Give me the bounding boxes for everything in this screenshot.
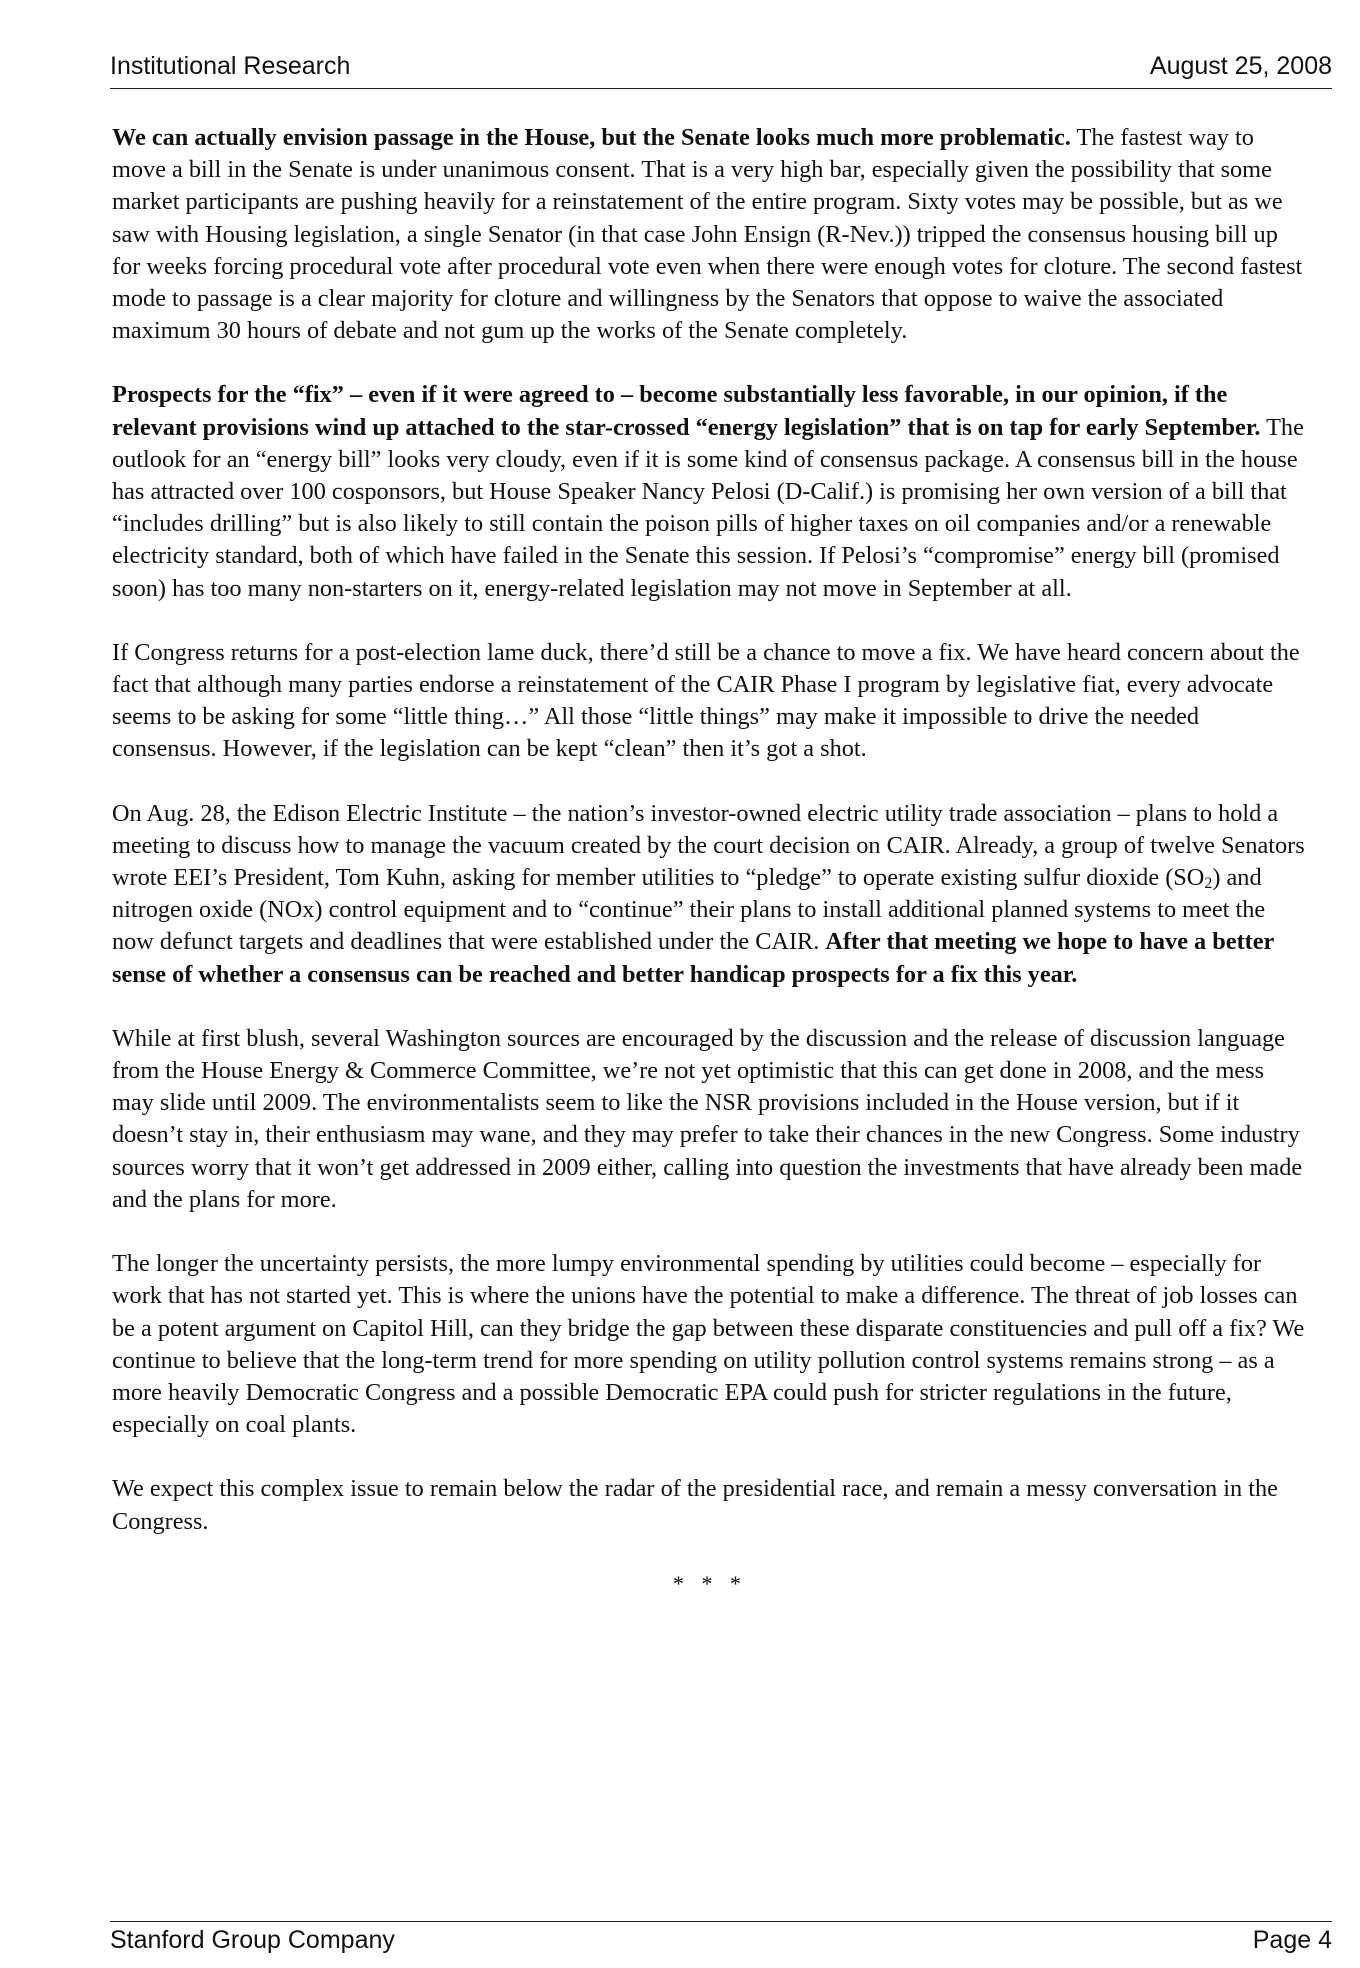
- document-body: [112, 122, 1308, 1600]
- paragraph-1-lead: We can actually envision passage in the House, but the Senate looks much more problematic.: [112, 124, 1071, 151]
- header-date: August 25, 2008: [1149, 52, 1332, 80]
- paragraph-5-text: While at first blush, several Washington sources are encouraged by the discussion and the release of discussion language from the House Energy & Commerce Committee, we’re not yet optimistic that this can get done in 2008, and the mess may slide until 2009. The environmentalists seem to like the NSR provisions included in the House version, but if it doesn’t stay in, their enthusiasm may wane, and they may prefer to take their chances in the new Congress. Some industry sources worry that it won’t get addressed in 2009 either, calling into question the investments that have already been made and the plans for more.: [112, 1024, 1303, 1213]
- footer-company: Stanford Group Company: [110, 1926, 395, 1954]
- header-title: Institutional Research: [110, 52, 351, 80]
- paragraph-2: [112, 379, 1308, 604]
- paragraph-1-text: The fastest way to move a bill in the Senate is under unanimous consent. That is a very high bar, especially given the possibility that some market participants are pushing heavily for a reinstatement of the entire program. Sixty votes may be possible, but as we saw with Housing legislation, a single Senator (in that case John Ensign (R-Nev.)) tripped the consensus housing bill up for weeks forcing procedural vote after procedural vote even when there were enough votes for cloture. The second fastest mode to passage is a clear majority for cloture and willingness by the Senators that oppose to waive the associated maximum 30 hours of debate and not gum up the works of the Senate completely.: [112, 124, 1303, 345]
- paragraph-2-text: The outlook for an “energy bill” looks very cloudy, even if it is some kind of consensus package. A consensus bill in the house has attracted over 100 cosponsors, but House Speaker Nancy Pelosi (D-Calif.) is promising her own version of a bill that “includes drilling” but is also likely to still contain the poison pills of higher taxes on oil companies and/or a renewable electricity standard, both of which have failed in the Senate this session. If Pelosi’s “compromise” energy bill (promised soon) has too many non-starters on it, energy-related legislation may not move in September at all.: [112, 413, 1304, 602]
- section-separator: * * *: [673, 1570, 747, 1596]
- paragraph-5: [112, 1023, 1308, 1216]
- paragraph-3: [112, 637, 1308, 766]
- paragraph-6: [112, 1248, 1308, 1441]
- paragraph-3-text: If Congress returns for a post-election lame duck, there’d still be a chance to move a fix. We have heard concern about the fact that although many parties endorse a reinstatement of the CAIR Phase I program by legislative fiat, every advocate seems to be asking for some “little thing…” All those “little things” may make it impossible to drive the needed consensus. However, if the legislation can be kept “clean” then it’s got a shot.: [112, 638, 1300, 763]
- paragraph-4-text-before: On Aug. 28, the Edison Electric Institute – the nation’s investor-owned electric utility trade association – plans to hold a meeting to discuss how to manage the vacuum created by the court decision on CAIR. Already, a group of twelve Senators wrote EEI’s President, Tom Kuhn, asking for member utilities to “pledge” to operate existing sulfur dioxide (SO: [112, 799, 1305, 892]
- paragraph-7-text: We expect this complex issue to remain below the radar of the presidential race, and remain a messy conversation in the Congress.: [112, 1475, 1278, 1535]
- footer-page-number: Page 4: [1252, 1926, 1332, 1954]
- subscript-2: 2: [1204, 875, 1213, 893]
- paragraph-6-text: The longer the uncertainty persists, the more lumpy environmental spending by utilities could become – especially for work that has not started yet. This is where the unions have the potential to make a difference. The threat of job losses can be a potent argument on Capitol Hill, can they bridge the gap between these disparate constituencies and pull off a fix? We continue to believe that the long-term trend for more spending on utility pollution control systems remains strong – as a more heavily Democratic Congress and a possible Democratic EPA could push for stricter regulations in the future, especially on coal plants.: [112, 1250, 1305, 1439]
- paragraph-2-lead: Prospects for the “fix” – even if it were agreed to – become substantially less favorable, in our opinion, if the relevant provisions wind up attached to the star-crossed “energy legislation” that is on tap for early September.: [112, 381, 1261, 441]
- paragraph-1: [112, 122, 1308, 347]
- paragraph-4: [112, 798, 1308, 991]
- paragraph-4-bold: After that meeting we hope to have a better sense of whether a consensus can be reached and better handicap prospects for a fix this year.: [112, 928, 1274, 988]
- page-footer: [110, 1921, 1332, 1958]
- page-header: [110, 52, 1332, 89]
- paragraph-7: [112, 1473, 1308, 1537]
- paragraph-4-text-after: ) and nitrogen oxide (NOx) control equipment and to “continue” their plans to install additional planned systems to meet the now defunct targets and deadlines that were established under the CAIR.: [112, 864, 1266, 956]
